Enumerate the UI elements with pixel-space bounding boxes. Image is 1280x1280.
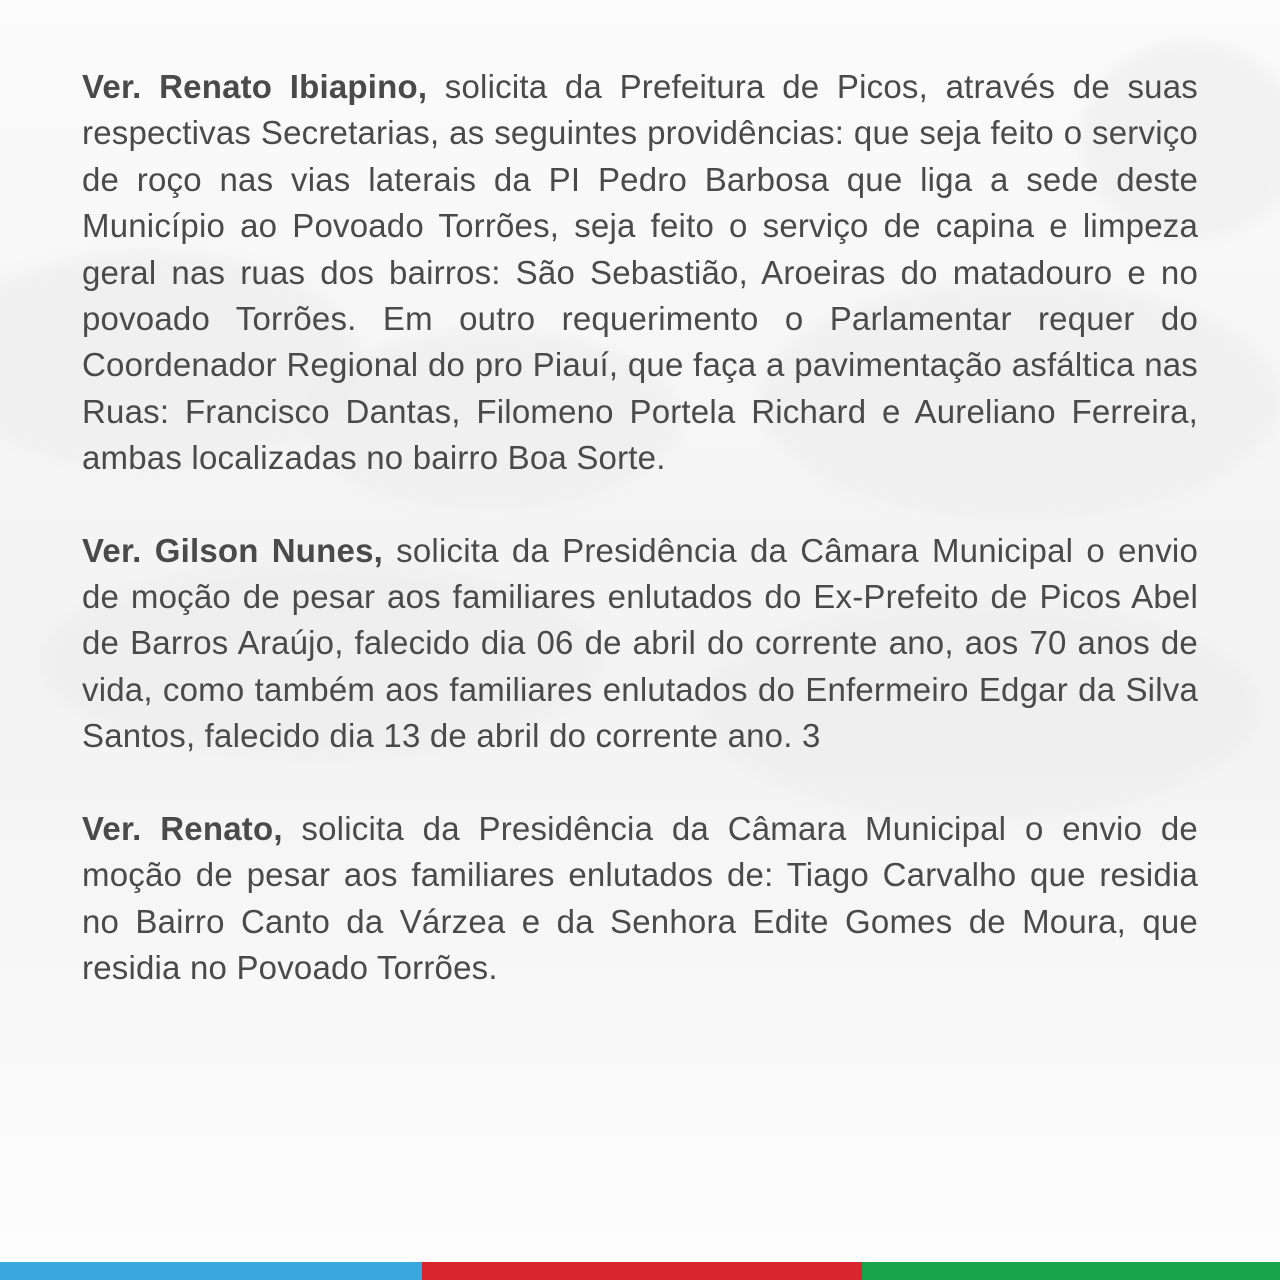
stripe-red: [422, 1262, 862, 1280]
paragraph-renato-ibiapino: [82, 64, 1198, 482]
footer-color-stripes: [0, 1262, 1280, 1280]
speaker-name: Ver. Renato,: [82, 809, 283, 847]
speaker-name: Ver. Renato Ibiapino,: [82, 68, 428, 105]
paragraph-gilson-nunes: [82, 528, 1198, 760]
stripe-green: [862, 1262, 1280, 1280]
paragraph-text: solicita da Prefeitura de Picos, através de suas respectivas Secretarias, as seguintes providências: que seja feito o serviço de roço nas vias laterais da PI Pedro Barbosa que liga a sede deste Município ao Povoado Torrões, seja feito o serviço de capina e limpeza geral nas ruas dos bairros: São Sebastião, Aroeiras do matadouro e no povoado Torrões. Em outro requerimento o Parlamentar requer do Coordenador Regional do pro Piauí, que faça a pavimentação asfáltica nas Ruas: Francisco Dantas, Filomeno Portela Richard e Aureliano Ferreira, ambas localizadas no bairro Boa Sorte.: [82, 68, 1198, 477]
paragraph-renato: [82, 806, 1198, 992]
speaker-name: Ver. Gilson Nunes,: [82, 531, 383, 569]
document-body: [82, 64, 1198, 1037]
paragraph-text: solicita da Presidência da Câmara Municipal o envio de moção de pesar aos familiares enlutados do Ex-Prefeito de Picos Abel de Barros Araújo, falecido dia 06 de abril do corrente ano, aos 70 anos de vida, como também aos familiares enlutados do Enfermeiro Edgar da Silva Santos, falecido dia 13 de abril do corrente ano. 3: [82, 531, 1198, 755]
stripe-blue: [0, 1262, 422, 1280]
paragraph-text: solicita da Presidência da Câmara Municipal o envio de moção de pesar aos familiares enlutados de: Tiago Carvalho que residia no Bairro Canto da Várzea e da Senhora Edite Gomes de Moura, que residia no Povoado Torrões.: [82, 809, 1198, 986]
